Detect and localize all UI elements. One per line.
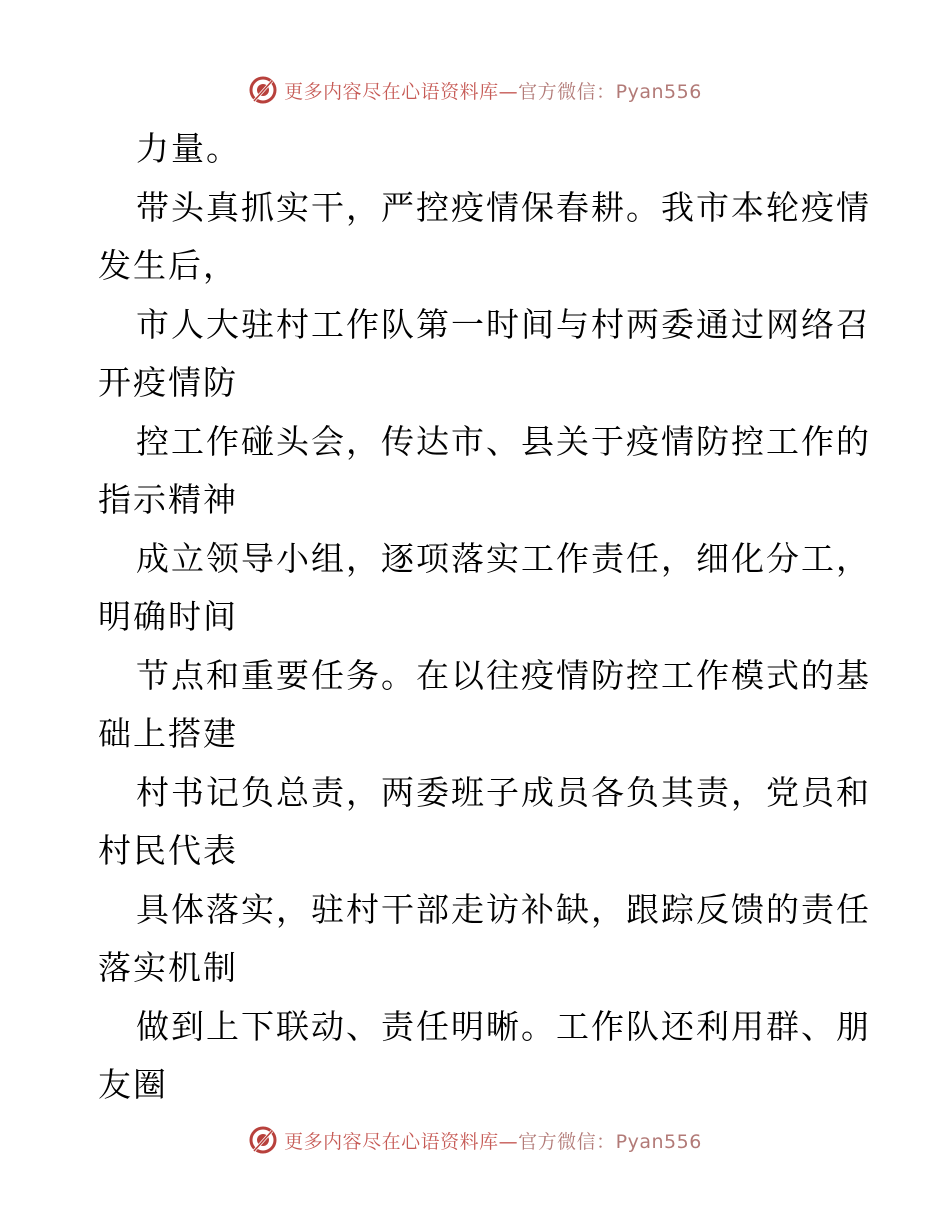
body-line: 明确时间 (98, 597, 238, 636)
header-wechat-text: 官方微信：Pyan556 (518, 80, 702, 103)
body-line: 市人大驻村工作队第一时间与村两委通过网络召 (136, 304, 871, 344)
pen-logo-icon (248, 1125, 278, 1155)
body-line: 节点和重要任务。在以往疫情防控工作模式的基 (136, 655, 871, 695)
footer-watermark-text (284, 1127, 702, 1154)
body-line: 具体落实，驻村干部走访补缺，跟踪反馈的责任 (136, 889, 871, 929)
body-line: 带头真抓实干，严控疫情保春耕。我市本轮疫情 (136, 187, 871, 227)
footer-watermark-banner (0, 1120, 950, 1160)
body-line: 村书记负总责，两委班子成员各负其责，党员和 (136, 772, 871, 812)
document-body (98, 120, 871, 1115)
body-line: 村民代表 (98, 831, 238, 870)
header-site-text: 更多内容尽在心语资料库 (284, 80, 499, 103)
body-line: 力量。 (136, 129, 241, 168)
body-line: 控工作碰头会，传达市、县关于疫情防控工作的 (136, 421, 871, 461)
header-separator: — (498, 80, 519, 103)
body-line: 开疫情防 (98, 363, 238, 402)
body-line: 础上搭建 (98, 714, 238, 753)
body-line: 做到上下联动、责任明晰。工作队还利用群、朋 (136, 1006, 871, 1046)
footer-separator: — (498, 1130, 519, 1153)
body-line: 落实机制 (98, 948, 238, 987)
footer-wechat-text: 官方微信：Pyan556 (518, 1130, 702, 1153)
body-line: 发生后， (98, 246, 238, 285)
body-line: 友圈 (98, 1065, 168, 1104)
body-line: 成立领导小组，逐项落实工作责任，细化分工， (136, 538, 871, 578)
header-watermark-banner (0, 70, 950, 110)
footer-site-text: 更多内容尽在心语资料库 (284, 1130, 499, 1153)
pen-logo-icon (248, 75, 278, 105)
body-line: 指示精神 (98, 480, 238, 519)
header-watermark-text (284, 77, 702, 104)
